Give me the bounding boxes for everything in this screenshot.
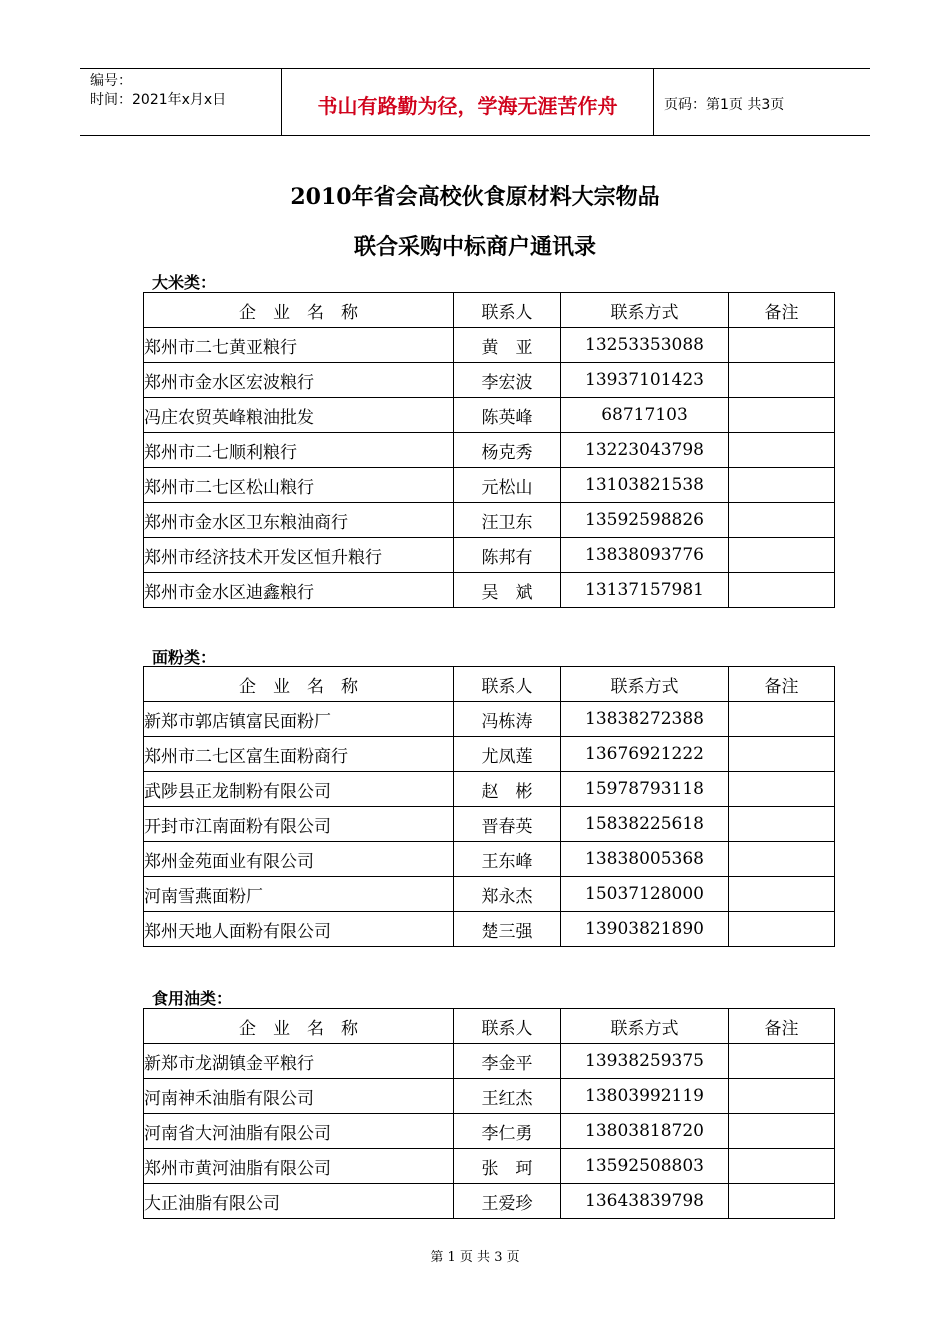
header-page-label: 页码：第1页 共3页 xyxy=(664,97,785,113)
contact-person-cell: 晋春英 xyxy=(454,807,561,842)
column-header: 备注 xyxy=(729,1009,835,1044)
company-name-cell: 郑州市二七区富生面粉商行 xyxy=(144,737,454,772)
note-cell xyxy=(729,328,835,363)
table-row xyxy=(144,1114,835,1149)
contact-person-cell: 王爱珍 xyxy=(454,1184,561,1219)
table-row xyxy=(144,573,835,608)
table-row xyxy=(144,433,835,468)
contact-person-cell: 李宏波 xyxy=(454,363,561,398)
company-name-cell: 郑州市金水区卫东粮油商行 xyxy=(144,503,454,538)
company-name-cell: 新郑市郭店镇富民面粉厂 xyxy=(144,702,454,737)
contact-person-cell: 冯栋涛 xyxy=(454,702,561,737)
note-cell xyxy=(729,842,835,877)
contact-person-cell: 赵 彬 xyxy=(454,772,561,807)
column-header: 企 业 名 称 xyxy=(144,293,454,328)
column-header: 联系方式 xyxy=(561,667,729,702)
phone-cell: 13592598826 xyxy=(561,503,729,538)
phone-cell: 13223043798 xyxy=(561,433,729,468)
company-name-cell: 冯庄农贸英峰粮油批发 xyxy=(144,398,454,433)
company-name-cell: 郑州天地人面粉有限公司 xyxy=(144,912,454,947)
company-name-cell: 郑州市二七区松山粮行 xyxy=(144,468,454,503)
company-name-cell: 郑州市二七顺利粮行 xyxy=(144,433,454,468)
number-label: 编号： xyxy=(90,73,132,89)
company-name-cell: 郑州市黄河油脂有限公司 xyxy=(144,1149,454,1184)
column-header: 企 业 名 称 xyxy=(144,667,454,702)
table-oil xyxy=(143,1008,835,1219)
note-cell xyxy=(729,737,835,772)
table-body xyxy=(144,667,835,947)
company-name-cell: 新郑市龙湖镇金平粮行 xyxy=(144,1044,454,1079)
table-body xyxy=(144,293,835,608)
phone-cell: 13643839798 xyxy=(561,1184,729,1219)
section-label-flour: 面粉类： xyxy=(152,648,217,667)
phone-cell: 15037128000 xyxy=(561,877,729,912)
note-cell xyxy=(729,468,835,503)
note-cell xyxy=(729,1149,835,1184)
company-name-cell: 郑州市金水区迪鑫粮行 xyxy=(144,573,454,608)
table-flour xyxy=(143,666,835,947)
column-header: 备注 xyxy=(729,293,835,328)
company-name-cell: 郑州金苑面业有限公司 xyxy=(144,842,454,877)
phone-cell: 13938259375 xyxy=(561,1044,729,1079)
table-row xyxy=(144,842,835,877)
note-cell xyxy=(729,1044,835,1079)
note-cell xyxy=(729,912,835,947)
table-row xyxy=(144,1149,835,1184)
note-cell xyxy=(729,772,835,807)
note-cell xyxy=(729,363,835,398)
section-label-rice: 大米类： xyxy=(152,273,217,292)
header-meta xyxy=(80,69,282,135)
table-row xyxy=(144,503,835,538)
contact-person-cell: 杨克秀 xyxy=(454,433,561,468)
phone-cell: 13103821538 xyxy=(561,468,729,503)
phone-cell: 13838272388 xyxy=(561,702,729,737)
phone-cell: 15978793118 xyxy=(561,772,729,807)
note-cell xyxy=(729,1114,835,1149)
table-rice xyxy=(143,292,835,608)
note-cell xyxy=(729,877,835,912)
contact-person-cell: 汪卫东 xyxy=(454,503,561,538)
contact-person-cell: 元松山 xyxy=(454,468,561,503)
column-header: 企 业 名 称 xyxy=(144,1009,454,1044)
table-row xyxy=(144,538,835,573)
table-header-row xyxy=(144,293,835,328)
table-row xyxy=(144,468,835,503)
note-cell xyxy=(729,1184,835,1219)
table-row xyxy=(144,328,835,363)
company-name-cell: 河南神禾油脂有限公司 xyxy=(144,1079,454,1114)
contact-person-cell: 尤凤莲 xyxy=(454,737,561,772)
company-name-cell: 河南省大河油脂有限公司 xyxy=(144,1114,454,1149)
note-cell xyxy=(729,433,835,468)
phone-cell: 13803992119 xyxy=(561,1079,729,1114)
page-footer: 第 1 页 共 3 页 xyxy=(430,1250,520,1265)
page-header xyxy=(80,68,870,136)
table-body xyxy=(144,1009,835,1219)
phone-cell: 68717103 xyxy=(561,398,729,433)
contact-person-cell: 李金平 xyxy=(454,1044,561,1079)
company-name-cell: 武陟县正龙制粉有限公司 xyxy=(144,772,454,807)
table-row xyxy=(144,1044,835,1079)
contact-person-cell: 李仁勇 xyxy=(454,1114,561,1149)
contact-person-cell: 吴 斌 xyxy=(454,573,561,608)
contact-person-cell: 张 珂 xyxy=(454,1149,561,1184)
company-name-cell: 河南雪燕面粉厂 xyxy=(144,877,454,912)
table-row xyxy=(144,363,835,398)
table-row xyxy=(144,1184,835,1219)
column-header: 联系方式 xyxy=(561,1009,729,1044)
phone-cell: 13253353088 xyxy=(561,328,729,363)
note-cell xyxy=(729,538,835,573)
company-name-cell: 郑州市二七黄亚粮行 xyxy=(144,328,454,363)
phone-cell: 13937101423 xyxy=(561,363,729,398)
note-cell xyxy=(729,573,835,608)
contact-person-cell: 黄 亚 xyxy=(454,328,561,363)
phone-cell: 13676921222 xyxy=(561,737,729,772)
table-row xyxy=(144,1079,835,1114)
phone-cell: 13903821890 xyxy=(561,912,729,947)
note-cell xyxy=(729,807,835,842)
company-name-cell: 大正油脂有限公司 xyxy=(144,1184,454,1219)
column-header: 联系人 xyxy=(454,293,561,328)
column-header: 联系方式 xyxy=(561,293,729,328)
contact-person-cell: 王红杰 xyxy=(454,1079,561,1114)
company-name-cell: 郑州市金水区宏波粮行 xyxy=(144,363,454,398)
note-cell xyxy=(729,398,835,433)
column-header: 备注 xyxy=(729,667,835,702)
note-cell xyxy=(729,702,835,737)
table-row xyxy=(144,772,835,807)
contact-person-cell: 郑永杰 xyxy=(454,877,561,912)
contact-person-cell: 楚三强 xyxy=(454,912,561,947)
section-label-oil: 食用油类： xyxy=(152,989,233,1008)
column-header: 联系人 xyxy=(454,667,561,702)
time-label: 时间：2021年x月x日 xyxy=(90,92,227,108)
table-row xyxy=(144,912,835,947)
note-cell xyxy=(729,1079,835,1114)
table-row xyxy=(144,398,835,433)
document-title-line1: 2010年省会高校伙食原材料大宗物品 xyxy=(290,184,660,210)
phone-cell: 15838225618 xyxy=(561,807,729,842)
company-name-cell: 开封市江南面粉有限公司 xyxy=(144,807,454,842)
phone-cell: 13838005368 xyxy=(561,842,729,877)
table-row xyxy=(144,702,835,737)
column-header: 联系人 xyxy=(454,1009,561,1044)
phone-cell: 13803818720 xyxy=(561,1114,729,1149)
document-title-line2: 联合采购中标商户通讯录 xyxy=(353,234,596,260)
contact-person-cell: 陈邦有 xyxy=(454,538,561,573)
contact-person-cell: 王东峰 xyxy=(454,842,561,877)
contact-person-cell: 陈英峰 xyxy=(454,398,561,433)
header-motto: 书山有路勤为径，学海无涯苦作舟 xyxy=(282,69,654,135)
phone-cell: 13137157981 xyxy=(561,573,729,608)
table-header-row xyxy=(144,667,835,702)
table-header-row xyxy=(144,1009,835,1044)
table-row xyxy=(144,807,835,842)
phone-cell: 13838093776 xyxy=(561,538,729,573)
table-row xyxy=(144,737,835,772)
note-cell xyxy=(729,503,835,538)
company-name-cell: 郑州市经济技术开发区恒升粮行 xyxy=(144,538,454,573)
table-row xyxy=(144,877,835,912)
phone-cell: 13592508803 xyxy=(561,1149,729,1184)
